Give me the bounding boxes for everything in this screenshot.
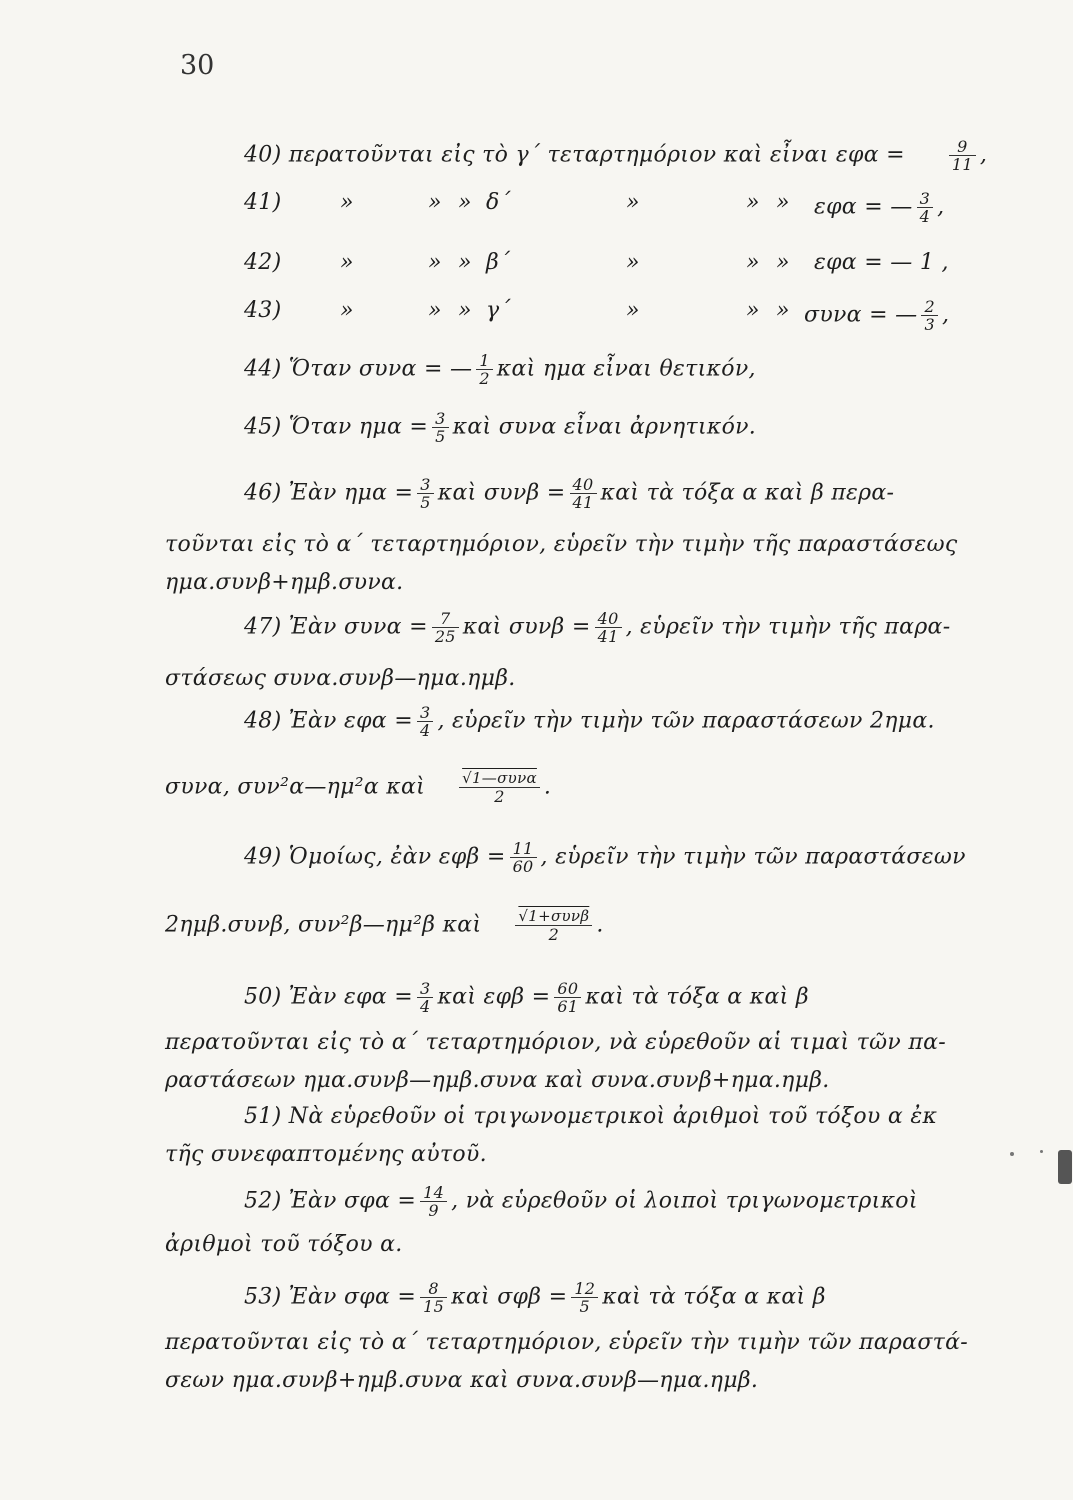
numerator: 40	[572, 475, 594, 494]
ink-speck	[1010, 1152, 1014, 1156]
exercise-53-text: 53) Ἐὰν σφα =	[244, 1284, 417, 1310]
period: .	[543, 774, 552, 800]
exercise-46-text: 46) Ἐὰν ημα =	[244, 480, 414, 506]
exercise-46-line-3: ημα.συνβ+ημβ.συνα.	[165, 570, 404, 595]
exercise-42-number: 42)	[244, 250, 282, 275]
comma: ,	[941, 302, 950, 328]
numerator: 3	[919, 189, 931, 208]
exercise-53-line-3: σεων ημα.συνβ+ημβ.συνα καὶ συνα.συνβ—ημα.ημβ.	[165, 1368, 759, 1393]
exercise-45	[244, 410, 756, 445]
fraction	[554, 980, 581, 1015]
exercise-44-text: 44) Ὅταν συνα = —	[244, 356, 473, 382]
numerator: 14	[423, 1183, 445, 1202]
ditto-mark: »	[458, 298, 472, 323]
exercise-45-tail: καὶ συνα εἶναι ἀρνητικόν.	[452, 414, 757, 440]
numerator: 9	[957, 137, 968, 156]
exercise-48-line-2-text: συνα, συν²α—ημ²α καὶ	[165, 774, 426, 800]
fraction	[510, 840, 537, 875]
exercise-44-tail: καὶ ημα εἶναι θετικόν,	[496, 356, 756, 382]
exercise-49	[244, 840, 966, 875]
exercise-41-number: 41)	[244, 190, 282, 215]
fraction	[595, 610, 622, 645]
page-edge-mark	[1058, 1150, 1072, 1184]
denominator: 4	[917, 207, 933, 225]
exercise-43-value	[804, 298, 949, 333]
exercise-52-line-2: ἀριθμοὶ τοῦ τόξου α.	[165, 1232, 403, 1257]
exercise-47-line-2: στάσεως συνα.συνβ—ημα.ημβ.	[165, 666, 516, 691]
exercise-43-number: 43)	[244, 298, 282, 323]
exercise-50-mid: καὶ εφβ =	[437, 984, 551, 1010]
ink-speck	[1040, 1150, 1043, 1153]
exercise-48-line-2	[165, 770, 551, 805]
ditto-mark: »	[428, 298, 442, 323]
exercise-45-text: 45) Ὅταν ημα =	[244, 414, 429, 440]
radical-fraction	[515, 908, 592, 943]
denominator: 2	[515, 925, 592, 943]
numerator: 3	[435, 409, 446, 428]
value-text: συνα = —	[804, 302, 918, 328]
numerator: √1—συνα	[462, 769, 537, 787]
numerator: 12	[574, 1279, 596, 1298]
exercise-46-tail: καὶ τὰ τόξα α καὶ β περα-	[600, 480, 895, 506]
exercise-43	[244, 297, 1024, 334]
period: .	[596, 912, 604, 938]
exercise-40-text: 40) περατοῦνται εἰς τὸ γ΄ τεταρτημόριον καὶ εἶναι εφα =	[244, 142, 905, 168]
numerator: 2	[924, 297, 935, 316]
exercise-47-tail: , εὑρεῖν τὴν τιμὴν τῆς παρα-	[625, 614, 951, 640]
exercise-44	[244, 352, 756, 387]
denominator: 4	[417, 997, 433, 1015]
denominator: 41	[595, 627, 622, 645]
comma: ,	[937, 194, 945, 220]
denominator: 9	[420, 1201, 447, 1219]
exercise-53-line-2: περατοῦνται εἰς τὸ α΄ τεταρτημόριον, εὑρεῖν τὴν τιμὴν τῶν παραστά-	[165, 1330, 969, 1355]
fraction	[917, 190, 933, 225]
fraction	[420, 1280, 447, 1315]
numerator: 3	[420, 475, 431, 494]
exercise-52-tail: , νὰ εὑρεθοῦν οἱ λοιποὶ τριγωνομετρικοὶ	[451, 1188, 918, 1214]
fraction	[476, 352, 492, 387]
fraction	[570, 476, 597, 511]
numerator: 1	[479, 351, 490, 370]
exercise-53-mid: καὶ σφβ =	[451, 1284, 568, 1310]
exercise-50-text: 50) Ἐὰν εφα =	[244, 984, 413, 1010]
ditto-mark: »	[746, 250, 760, 275]
exercise-48	[244, 704, 935, 739]
denominator: 2	[459, 787, 540, 805]
comma: ,	[979, 142, 988, 168]
ditto-mark: »	[458, 250, 472, 275]
fraction	[432, 610, 459, 645]
numerator: 11	[512, 839, 534, 858]
denominator: 41	[570, 493, 597, 511]
exercise-46-mid: καὶ συνβ =	[437, 480, 566, 506]
ditto-mark: »	[626, 190, 640, 215]
page-number: 30	[180, 50, 215, 81]
exercise-42	[244, 250, 1024, 275]
denominator: 5	[417, 493, 433, 511]
ditto-mark: »	[428, 250, 442, 275]
exercise-52	[244, 1184, 918, 1219]
numerator: 8	[428, 1279, 439, 1298]
fraction	[417, 704, 433, 739]
exercise-49-text: 49) Ὁμοίως, ἐὰν εφβ =	[244, 844, 506, 870]
denominator: 11	[949, 155, 976, 173]
radical-fraction	[459, 770, 540, 805]
exercise-48-text: 48) Ἐὰν εφα =	[244, 708, 413, 734]
fraction	[432, 410, 448, 445]
exercise-47-mid: καὶ συνβ =	[462, 614, 591, 640]
denominator: 15	[420, 1297, 447, 1315]
quadrant-label: γ΄	[486, 298, 511, 323]
denominator: 5	[432, 427, 448, 445]
denominator: 25	[432, 627, 459, 645]
fraction	[921, 298, 937, 333]
ditto-mark: »	[746, 190, 760, 215]
exercise-42-value: εφα = — 1 ,	[814, 250, 949, 275]
exercise-41	[244, 189, 1024, 226]
exercise-52-text: 52) Ἐὰν σφα =	[244, 1188, 417, 1214]
fraction	[420, 1184, 447, 1219]
ditto-mark: »	[340, 298, 354, 323]
exercise-49-tail: , εὑρεῖν τὴν τιμὴν τῶν παραστάσεων	[540, 844, 966, 870]
numerator: 3	[419, 979, 431, 998]
ditto-mark: »	[340, 250, 354, 275]
fraction	[417, 476, 433, 511]
ditto-mark: »	[626, 298, 640, 323]
exercise-47	[244, 610, 950, 645]
exercise-51-line-2: τῆς συνεφαπτομένης αὐτοῦ.	[165, 1142, 487, 1167]
exercise-49-line-2-text: 2ημβ.συνβ, συν²β—ημ²β καὶ	[165, 912, 482, 938]
ditto-mark: »	[340, 190, 354, 215]
ditto-mark: »	[776, 298, 790, 323]
exercise-46-line-2: τοῦνται εἰς τὸ α΄ τεταρτημόριον, εὑρεῖν τὴν τιμὴν τῆς παραστάσεως	[165, 532, 958, 557]
exercise-50-tail: καὶ τὰ τόξα α καὶ β	[585, 984, 809, 1010]
exercise-47-text: 47) Ἐὰν συνα =	[244, 614, 428, 640]
fraction	[417, 980, 433, 1015]
denominator: 3	[921, 315, 937, 333]
denominator: 61	[554, 997, 581, 1015]
denominator: 5	[571, 1297, 598, 1315]
denominator: 60	[510, 857, 537, 875]
exercise-41-value	[814, 190, 944, 225]
quadrant-label: β΄	[486, 250, 511, 275]
fraction	[949, 138, 976, 173]
numerator: 60	[557, 979, 579, 998]
ditto-mark: »	[428, 190, 442, 215]
exercise-49-line-2	[165, 908, 604, 943]
value-text: εφα = —	[814, 194, 913, 220]
exercise-53	[244, 1280, 826, 1315]
exercise-50-line-2: περατοῦνται εἰς τὸ α΄ τεταρτημόριον, νὰ εὑρεθοῦν αἱ τιμαὶ τῶν πα-	[165, 1030, 947, 1055]
exercise-53-tail: καὶ τὰ τόξα α καὶ β	[602, 1284, 826, 1310]
ditto-mark: »	[776, 190, 790, 215]
numerator: 3	[419, 703, 431, 722]
exercise-50-line-3: ραστάσεων ημα.συνβ—ημβ.συνα καὶ συνα.συνβ+ημα.ημβ.	[165, 1068, 830, 1093]
ditto-mark: »	[746, 298, 760, 323]
exercise-40	[244, 138, 987, 173]
numerator: 40	[597, 609, 619, 628]
exercise-48-tail: , εὑρεῖν τὴν τιμὴν τῶν παραστάσεων 2ημα.	[437, 708, 935, 734]
ditto-mark: »	[626, 250, 640, 275]
ditto-mark: »	[458, 190, 472, 215]
exercise-46	[244, 476, 894, 511]
numerator: √1+συνβ	[518, 907, 590, 925]
denominator: 2	[476, 369, 492, 387]
numerator: 7	[440, 609, 451, 628]
fraction	[571, 1280, 598, 1315]
exercise-50	[244, 980, 809, 1015]
exercise-51: 51) Νὰ εὑρεθοῦν οἱ τριγωνομετρικοὶ ἀριθμοὶ τοῦ τόξου α ἐκ	[244, 1104, 938, 1129]
quadrant-label: δ΄	[486, 190, 511, 215]
ditto-mark: »	[776, 250, 790, 275]
denominator: 4	[417, 721, 433, 739]
